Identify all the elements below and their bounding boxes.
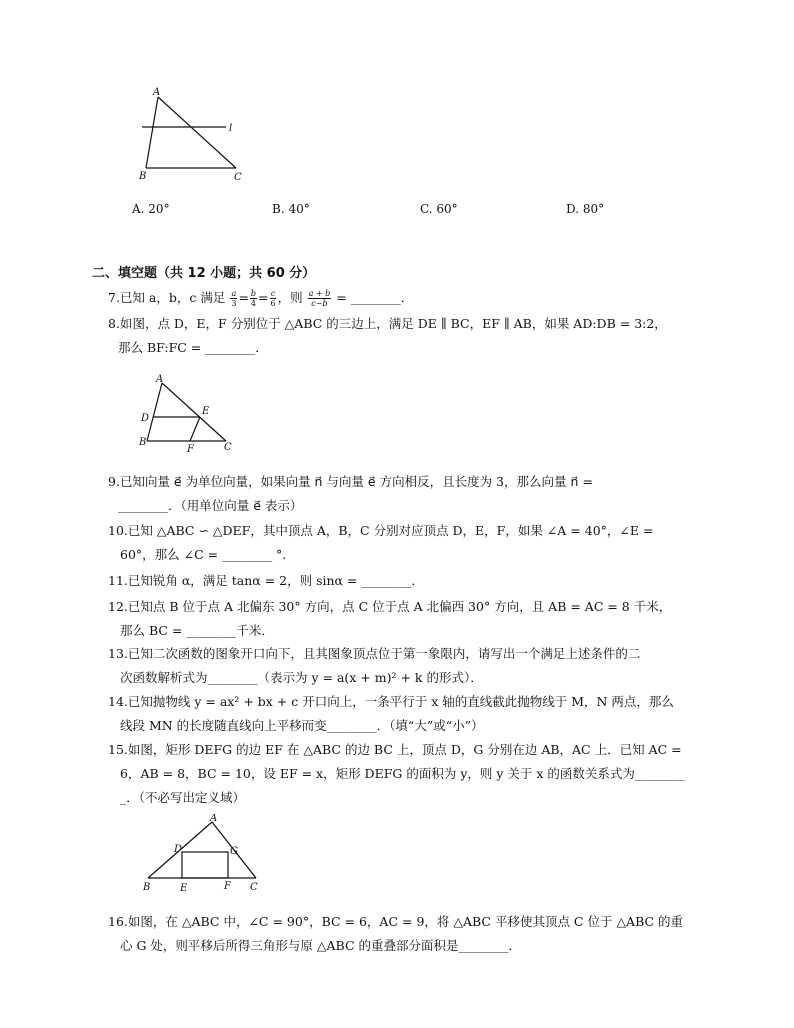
question-number: 12. [108,599,128,614]
label-c: C [250,882,258,893]
question-16 [108,910,728,958]
label-l: l [229,123,233,134]
figure-rectangle-in-triangle [140,814,266,896]
label-d: D [174,844,183,855]
q10-line-2[interactable]: 60°，那么 ∠C = ________ °. [120,547,287,562]
fraction-c-over-6: $\frac{c}{6}$ [270,289,276,308]
q14-line-1: 已知抛物线 y = ax² + bx + c 开口向上，一条平行于 x 轴的直线截此抛物线于 M，N 两点，那么 [127,694,674,709]
q15-line-2[interactable]: 6，AB = 8，BC = 10，设 EF = x，矩形 DEFG 的面积为 y，则 y 关于 x 的函数关系式为________ [120,766,685,781]
q15-line-3: _．（不必写出定义域） [120,790,246,805]
label-c: C [224,442,232,453]
question-13 [108,642,728,690]
question-14 [108,690,728,738]
figure-triangle-def [136,372,246,456]
question-15 [108,738,728,810]
label-b: B [143,882,151,893]
q16-line-1: 如图，在 △ABC 中，∠C = 90°，BC = 6，AC = 9，将 △ABC 平移使其顶点 C 位于 △ABC 的重 [127,914,684,929]
label-g: G [230,846,238,857]
q8-line-2[interactable]: 那么 BF:FC = ________． [118,340,268,355]
label-d: D [141,413,150,424]
choice-a[interactable]: A. 20° [132,202,170,216]
question-12 [108,595,728,643]
question-number: 8. [108,316,120,331]
question-7: 7.已知 a，b，c 满足 $\frac{a}{3}$ = $\frac{b}{4}$ = $\frac{c}{6}$ ，则 $\frac{a + b}{c-b}$ = ________． [108,286,728,310]
question-number: 13. [108,646,128,661]
answer-choices [132,202,692,220]
label-f: F [224,881,231,892]
q13-line-1: 已知二次函数的图象开口向下，且其图象顶点位于第一象限内，请写出一个满足上述条件的二 [127,646,641,661]
question-11 [108,569,728,593]
choice-d[interactable]: D. 80° [566,202,605,216]
label-e: E [202,406,210,417]
label-b: B [139,171,147,182]
question-number: 15. [108,742,128,757]
question-number: 10. [108,523,128,538]
q7-answer-blank[interactable]: = ________． [336,290,414,305]
fraction-a-over-3: $\frac{a}{3}$ [231,289,237,308]
label-e: E [180,883,188,894]
choice-b[interactable]: B. 40° [272,202,310,216]
label-a: A [210,814,218,824]
q9-line-1: 已知向量 e⃗ 为单位向量，如果向量 n⃗ 与向量 e⃗ 方向相反，且长度为 3，那么向量 n⃗ = [119,474,593,489]
question-number: 7. [108,290,120,305]
fraction-sum-over-diff: $\frac{a + b}{c-b}$ [308,289,331,308]
question-number: 11. [108,573,128,588]
section-title: 二、填空题（共 12 小题；共 60 分） [92,266,316,281]
q12-line-1: 已知点 B 位于点 A 北偏东 30° 方向，点 C 位于点 A 北偏西 30° 方向，且 AB = AC = 8 千米， [127,599,672,614]
q10-line-1: 已知 △ABC ∽ △DEF，其中顶点 A，B，C 分别对应顶点 D，E，F，如果 ∠A = 40°，∠E = [127,523,654,538]
label-a: A [156,374,164,385]
q9-line-2[interactable]: ________．（用单位向量 e⃗ 表示） [118,498,303,513]
question-number: 16. [108,914,128,929]
label-f: F [187,444,194,455]
label-c: C [234,172,242,183]
question-number: 14. [108,694,128,709]
figure-triangle-abc-line-l [130,84,250,184]
question-number: 9. [108,474,120,489]
q7-text-pre: 已知 a，b，c 满足 [119,290,226,305]
q16-line-2[interactable]: 心 G 处，则平移后所得三角形与原 △ABC 的重叠部分面积是________． [120,938,522,953]
q8-line-1: 如图，点 D，E，F 分别位于 △ABC 的三边上，满足 DE ∥ BC，EF ∥ AB，如果 AD:DB = 3:2， [119,316,667,331]
q14-line-2[interactable]: 线段 MN 的长度随直线向上平移而变________．（填“大”或“小”） [120,718,484,733]
q15-line-1: 如图，矩形 DEFG 的边 EF 在 △ABC 的边 BC 上，顶点 D，G 分别在边 AB，AC 上．已知 AC = [127,742,682,757]
fraction-b-over-4: $\frac{b}{4}$ [250,289,257,308]
q12-line-2[interactable]: 那么 BC = ________千米． [120,623,274,638]
choice-c[interactable]: C. 60° [420,202,458,216]
q11-line-1[interactable]: 已知锐角 α，满足 tanα = 2，则 sinα = ________． [127,573,424,588]
label-a: A [153,87,161,98]
q13-line-2[interactable]: 次函数解析式为________（表示为 y = a(x + m)² + k 的形式）． [120,670,483,685]
label-b: B [139,437,147,448]
question-9 [108,470,728,518]
question-10 [108,519,728,567]
question-8 [108,312,728,360]
